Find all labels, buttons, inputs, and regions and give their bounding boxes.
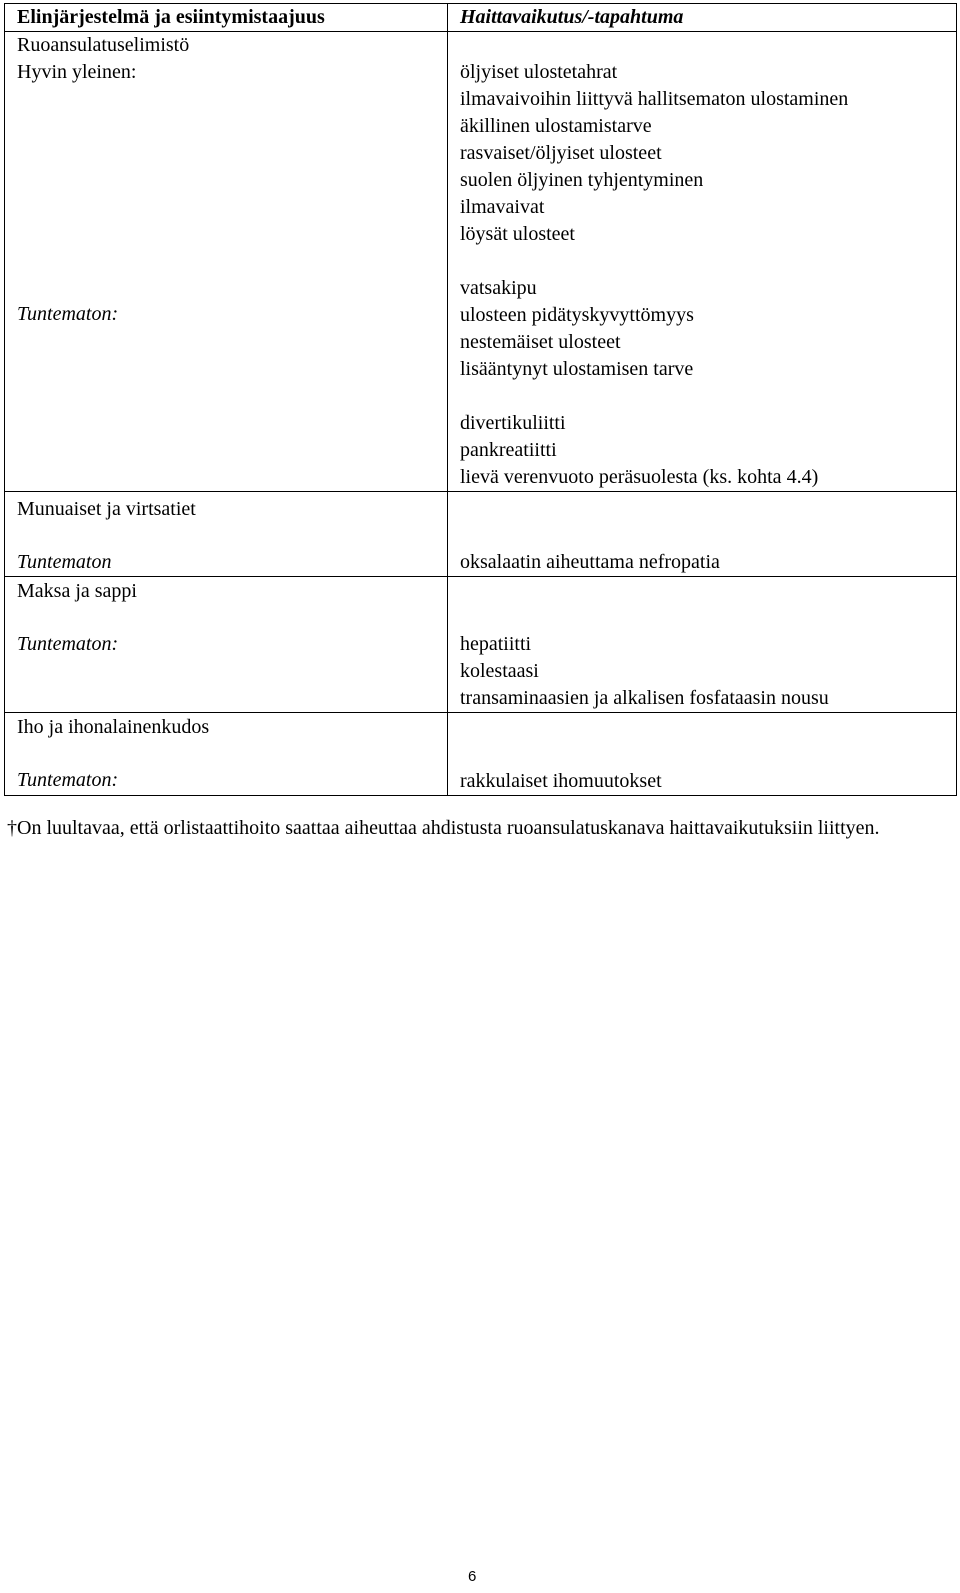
footnote — [0, 815, 950, 842]
effect-item: ilmavaivoihin liittyvä hallitsematon ulostaminen — [460, 88, 849, 110]
organ-label: Maksa ja sappi — [17, 580, 137, 602]
effect-item: ulosteen pidätyskyvyttömyys — [460, 304, 694, 326]
effect-item: lievä verenvuoto peräsuolesta (ks. kohta 4.4) — [460, 466, 819, 488]
frequency-label: Hyvin yleinen: — [17, 61, 137, 83]
organ-label: Munuaiset ja virtsatiet — [17, 498, 196, 520]
frequency-label: Tuntematon: — [17, 769, 119, 791]
effect-item: pankreatiitti — [460, 439, 557, 461]
frequency-label: Tuntematon: — [17, 633, 119, 655]
header-adverse-effect: Haittavaikutus/-tapahtuma — [448, 4, 957, 32]
effect-item: nestemäiset ulosteet — [460, 331, 621, 353]
frequency-label: Tuntematon: — [17, 303, 119, 325]
liver-left-cell — [5, 577, 448, 713]
effect-item: äkillinen ulostamistarve — [460, 115, 652, 137]
kidney-right-cell — [448, 492, 957, 577]
skin-left-cell — [5, 713, 448, 796]
adverse-effects-table — [4, 3, 957, 796]
effect-item: rasvaiset/öljyiset ulosteet — [460, 142, 662, 164]
header-organ-frequency: Elinjärjestelmä ja esiintymistaajuus — [5, 4, 448, 32]
effect-item: öljyiset ulostetahrat — [460, 61, 618, 83]
dagger-symbol: † — [7, 817, 17, 839]
table-header-row — [5, 4, 957, 32]
effect-item: vatsakipu — [460, 277, 537, 299]
effect-item: lisääntynyt ulostamisen tarve — [460, 358, 694, 380]
effect-item: ilmavaivat — [460, 196, 545, 218]
effect-item: löysät ulosteet — [460, 223, 575, 245]
frequency-label: Tuntematon — [17, 551, 112, 573]
table-row — [5, 713, 957, 796]
effect-item: divertikuliitti — [460, 412, 566, 434]
effect-item: rakkulaiset ihomuutokset — [460, 770, 662, 792]
table-row — [5, 492, 957, 577]
effect-item: transaminaasien ja alkalisen fosfataasin nousu — [460, 687, 829, 709]
table-row — [5, 577, 957, 713]
page-number: 6 — [468, 1568, 477, 1585]
skin-right-cell — [448, 713, 957, 796]
effect-item: suolen öljyinen tyhjentyminen — [460, 169, 704, 191]
kidney-left-cell — [5, 492, 448, 577]
gi-left-cell — [5, 32, 448, 492]
effect-item: oksalaatin aiheuttama nefropatia — [460, 551, 720, 573]
gi-right-cell — [448, 32, 957, 492]
organ-label: Ruoansulatuselimistö — [17, 34, 190, 56]
table-row — [5, 32, 957, 492]
organ-label: Iho ja ihonalainenkudos — [17, 716, 210, 738]
effect-item: hepatiitti — [460, 633, 532, 655]
effect-item: kolestaasi — [460, 660, 539, 682]
footnote-text: On luultavaa, että orlistaattihoito saattaa aiheuttaa ahdistusta ruoansulatuskanava haittavaikutuksiin liittyen. — [17, 817, 880, 839]
liver-right-cell — [448, 577, 957, 713]
